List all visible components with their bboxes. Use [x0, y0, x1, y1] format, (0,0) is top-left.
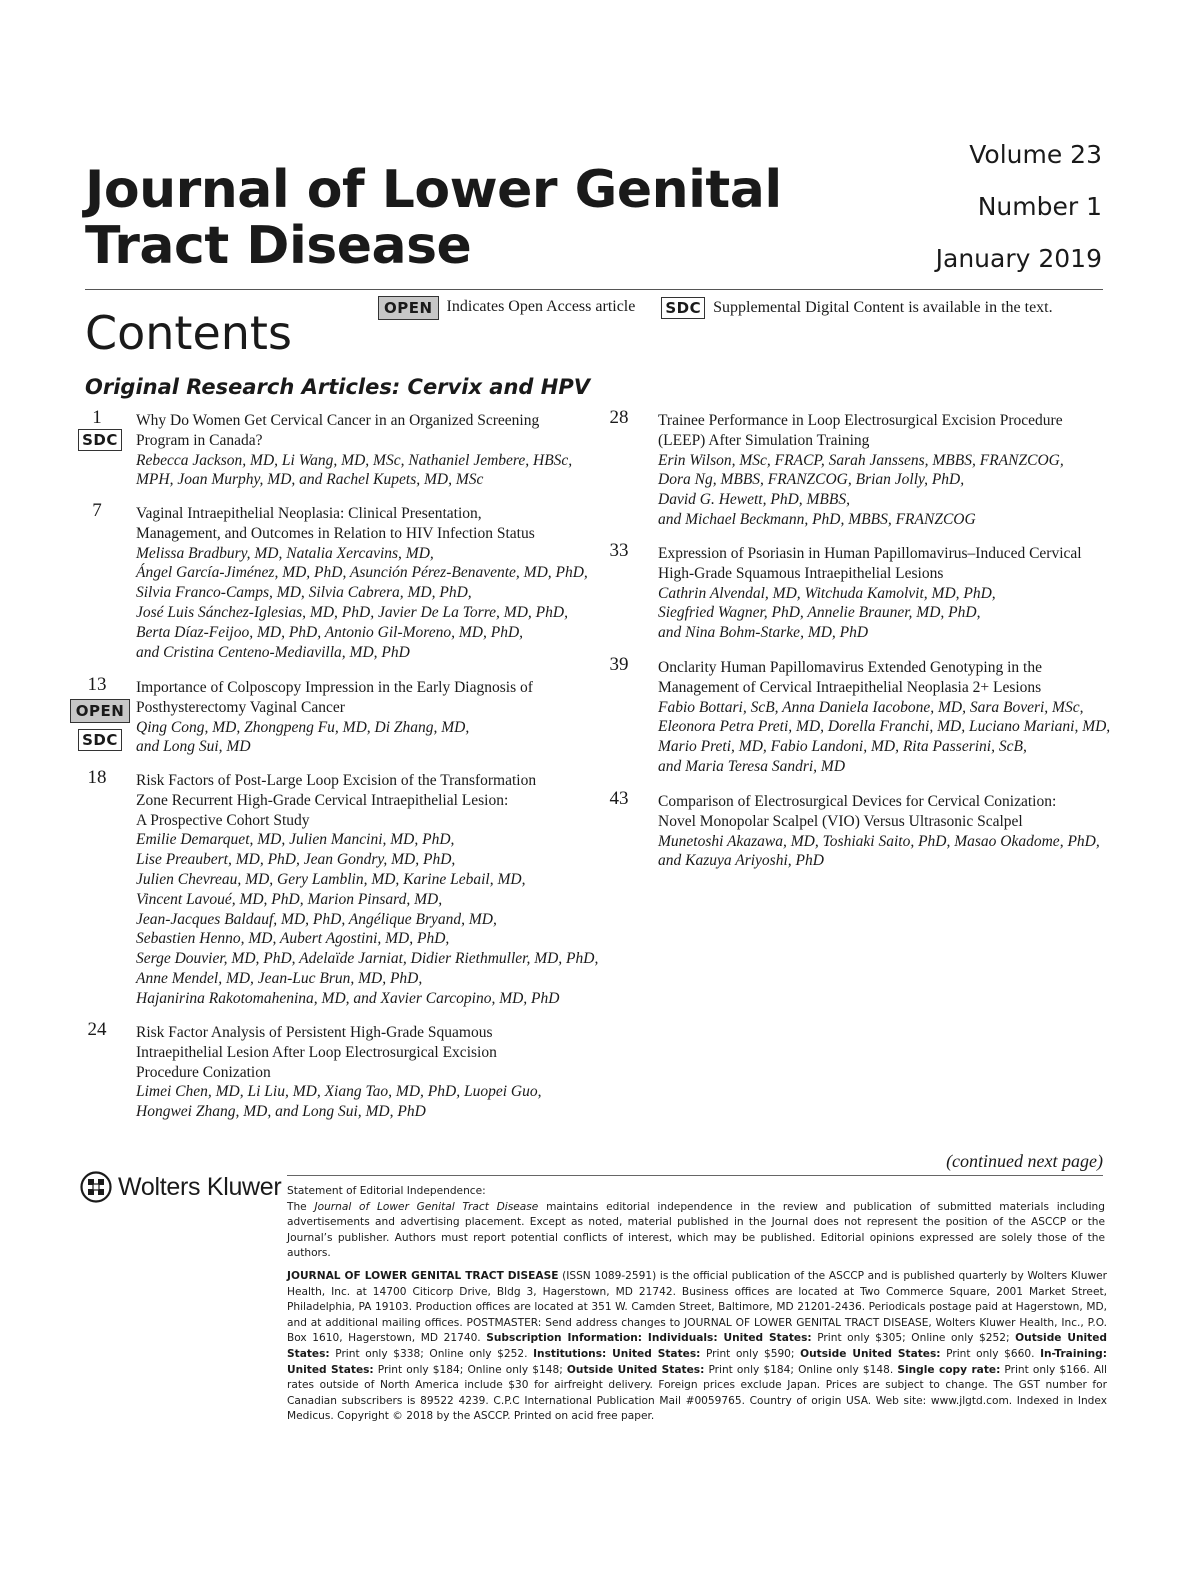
pubinfo-label: Outside United States:: [287, 1332, 1107, 1360]
article-page-number: 24: [87, 1019, 107, 1040]
pubinfo-text: Print only $590;: [700, 1347, 801, 1360]
article-entry[interactable]: [87, 1019, 606, 1122]
article-page-number: 33: [609, 540, 629, 561]
article-entry[interactable]: [609, 654, 1118, 777]
pubinfo-label: Outside United States:: [800, 1347, 941, 1360]
pubinfo-label: Single copy rate:: [897, 1363, 1001, 1376]
editorial-journal-name: Journal of Lower Genital Tract Disease: [314, 1200, 539, 1213]
section-heading: Original Research Articles: Cervix and HPV: [85, 375, 590, 399]
pubinfo-text: Print only $184; Online only $148.: [704, 1363, 898, 1376]
editorial-statement: [287, 1184, 1105, 1262]
continued-notice: (continued next page): [946, 1151, 1103, 1171]
article-page-number: 18: [87, 767, 107, 788]
legend-sdc: [661, 297, 1052, 319]
publisher-name: Wolters Kluwer: [118, 1172, 282, 1201]
pubinfo-label: Institutions: United States:: [533, 1347, 701, 1360]
article-badges: [73, 429, 127, 451]
article-badges: [73, 699, 127, 751]
issue-date: January 2019: [935, 244, 1102, 273]
legend-sdc-text: Supplemental Digital Content is available in the text.: [713, 299, 1053, 316]
article-authors: Fabio Bottari, ScB, Anna Daniela Iacobone, MD, Sara Boveri, MSc, Eleonora Petra Preti, MD, Dorella Franchi, MD, Luciano Mariani, MD, Mario Preti, MD, Fabio Landoni, MD, Rita Passerini, ScB, and Maria Teresa Sandri, MD: [658, 698, 1111, 775]
article-authors: Rebecca Jackson, MD, Li Wang, MD, MSc, Nathaniel Jembere, HBSc, MPH, Joan Murphy, MD, and Rachel Kupets, MD, MSc: [136, 451, 573, 489]
pubinfo-label: Outside United States:: [566, 1363, 705, 1376]
article-page-number: 28: [609, 407, 629, 428]
article-authors: Qing Cong, MD, Zhongpeng Fu, MD, Di Zhang, MD, and Long Sui, MD: [136, 718, 470, 756]
article-page-number: 43: [609, 788, 629, 809]
open-access-badge: OPEN: [378, 296, 439, 320]
article-title[interactable]: Vaginal Intraepithelial Neoplasia: Clinical Presentation, Management, and Outcomes in Relation to HIV Infection Status: [136, 505, 535, 542]
pubinfo-text: Print only $184; Online only $148;: [373, 1363, 567, 1376]
number-label: Number 1: [977, 192, 1102, 221]
article-title[interactable]: Why Do Women Get Cervical Cancer in an Organized Screening Program in Canada?: [136, 412, 540, 449]
sdc-badge: SDC: [78, 429, 122, 451]
pubinfo-label: In-Training: United States:: [287, 1347, 1108, 1376]
volume-label: Volume 23: [969, 140, 1102, 169]
article-entry[interactable]: [87, 767, 606, 1009]
pubinfo-text: Print only $338; Online only $252.: [329, 1347, 534, 1360]
article-page-number: 1: [92, 407, 102, 428]
sdc-badge: SDC: [661, 297, 705, 319]
article-entry[interactable]: [82, 407, 606, 490]
journal-title-line-2: Tract Disease: [85, 216, 472, 276]
pubinfo-text: Print only $660.: [940, 1347, 1041, 1360]
journal-title: [85, 162, 785, 274]
pubinfo-text: Print only $166. All rates outside of North America include $30 for airfreight delivery. Foreign prices exclude Japan. Prices are subject to change. The GST number for Canadian subscribers is 89522 4239. C.P.C International Publication Mail #0059765. Country of origin USA. Web site: www.jlgtd.com. Indexed in Index Medicus. Copyright © 2018 by the ASCCP. Printed on acid free paper.: [287, 1363, 1107, 1423]
editorial-body: [287, 1200, 1105, 1262]
article-title[interactable]: Risk Factors of Post-Large Loop Excision of the Transformation Zone Recurrent High-Grade Cervical Intraepithelial Lesion: A Prospective Cohort Study: [136, 772, 537, 829]
article-authors: Limei Chen, MD, Li Liu, MD, Xiang Tao, MD, PhD, Luopei Guo, Hongwei Zhang, MD, and Long Sui, MD, PhD: [136, 1083, 542, 1121]
open-access-badge: OPEN: [70, 699, 131, 723]
article-entry[interactable]: [609, 540, 1118, 643]
article-entry[interactable]: [609, 788, 1118, 871]
article-authors: Erin Wilson, MSc, FRACP, Sarah Janssens, MBBS, FRANZCOG, Dora Ng, MBBS, FRANZCOG, Brian Jolly, PhD, David G. Hewett, PhD, MBBS, and Michael Beckmann, PhD, MBBS, FRANZCOG: [658, 451, 1064, 528]
pubinfo-journal-name: JOURNAL OF LOWER GENITAL TRACT DISEASE: [287, 1270, 559, 1282]
footer-divider: [287, 1175, 1103, 1176]
article-page-number: 39: [609, 654, 629, 675]
editorial-text: The: [287, 1200, 315, 1213]
article-entry[interactable]: [75, 674, 606, 757]
article-authors: Emilie Demarquet, MD, Julien Mancini, MD, PhD, Lise Preaubert, MD, PhD, Jean Gondry, MD, PhD, Julien Chevreau, MD, Gery Lamblin, MD, Karine Lebail, MD, Vincent Lavoué, MD, PhD, Marion Pinsard, MD, Jean-Jacques Baldauf, MD, PhD, Angélique Bryand, MD, Sebastien Henno, MD, Aubert Agostini, MD, PhD, Serge Douvier, MD, PhD, Adelaïde Jarniat, Didier Riethmuller, MD, PhD, Anne Mendel, MD, Jean-Luc Brun, MD, PhD, Hajanirina Rakotomahenina, MD, and Xavier Carcopino, MD, PhD: [136, 831, 599, 1007]
article-authors: Munetoshi Akazawa, MD, Toshiaki Saito, PhD, Masao Okadome, PhD, and Kazuya Ariyoshi, PhD: [658, 832, 1100, 870]
article-authors: Cathrin Alvendal, MD, Witchuda Kamolvit, MD, PhD, Siegfried Wagner, PhD, Annelie Brauner, MD, PhD, and Nina Bohm-Starke, MD, PhD: [658, 584, 996, 642]
editorial-text: maintains editorial independence in the review and publication of submitted materials including advertisements and advertising placement. Except as noted, material published in the Journal does not represent the position of the ASCCP or the Journal’s publisher. Authors must report potential conflicts of interest, which may be published. Editorial opinions expressed are solely those of the authors.: [287, 1200, 1105, 1260]
editorial-heading: Statement of Editorial Independence:: [287, 1185, 486, 1197]
wolters-kluwer-logo-icon: [80, 1171, 112, 1203]
article-title[interactable]: Risk Factor Analysis of Persistent High-Grade Squamous Intraepithelial Lesion After Loop Electrosurgical Excision Procedure Conization: [136, 1024, 497, 1081]
journal-title-line-1: Journal of Lower Genital: [85, 160, 782, 220]
badge-legend: [378, 296, 1075, 320]
contents-heading: Contents: [85, 306, 292, 360]
publication-info: [287, 1269, 1107, 1425]
legend-open-text: Indicates Open Access article: [446, 298, 636, 315]
publisher-logo: [80, 1171, 281, 1203]
article-entry[interactable]: [609, 407, 1118, 530]
header-divider: [85, 289, 1103, 290]
article-title[interactable]: Expression of Psoriasin in Human Papillomavirus–Induced Cervical High-Grade Squamous Intraepithelial Lesions: [658, 545, 1082, 582]
sdc-badge: SDC: [78, 729, 122, 751]
article-title[interactable]: Onclarity Human Papillomavirus Extended Genotyping in the Management of Cervical Intraepithelial Neoplasia 2+ Lesions: [658, 659, 1042, 696]
pubinfo-label: Subscription Information: Individuals: United States:: [486, 1332, 812, 1345]
pubinfo-text: (ISSN 1089-2591) is the official publication of the ASCCP and is published quarterly by Wolters Kluwer Health, Inc. at 14700 Citicorp Drive, Bldg 3, Hagerstown, MD 21742. Business offices are located at Two Commerce Square, 2001 Market Street, Philadelphia, PA 19103. Production offices are located at 351 W. Camden Street, Baltimore, MD 21201-2436. Periodicals postage paid at Hagerstown, MD, and at additional mailing offices. POSTMASTER: Send address changes to JOURNAL OF LOWER GENITAL TRACT DISEASE, Wolters Kluwer Health, Inc., P.O. Box 1610, Hagerstown, MD 21740.: [287, 1270, 1107, 1345]
legend-open-access: [378, 296, 635, 320]
article-entry[interactable]: [92, 500, 606, 662]
article-page-number: 7: [92, 500, 102, 521]
article-page-number: 13: [87, 674, 107, 695]
article-title[interactable]: Comparison of Electrosurgical Devices for Cervical Conization: Novel Monopolar Scalpel (VIO) Versus Ultrasonic Scalpel: [658, 793, 1057, 830]
pubinfo-text: Print only $305; Online only $252;: [811, 1332, 1016, 1345]
article-authors: Melissa Bradbury, MD, Natalia Xercavins, MD, Ángel García-Jiménez, MD, PhD, Asunción Pérez-Benavente, MD, PhD, Silvia Franco-Camps, MD, Silvia Cabrera, MD, PhD, José Luis Sánchez-Iglesias, MD, PhD, Javier De La Torre, MD, PhD, Berta Díaz-Feijoo, MD, PhD, Antonio Gil-Moreno, MD, PhD, and Cristina Centeno-Mediavilla, MD, PhD: [136, 544, 588, 661]
article-title[interactable]: Importance of Colposcopy Impression in the Early Diagnosis of Posthysterectomy Vaginal Cancer: [136, 679, 533, 716]
article-title[interactable]: Trainee Performance in Loop Electrosurgical Excision Procedure (LEEP) After Simulation Training: [658, 412, 1063, 449]
